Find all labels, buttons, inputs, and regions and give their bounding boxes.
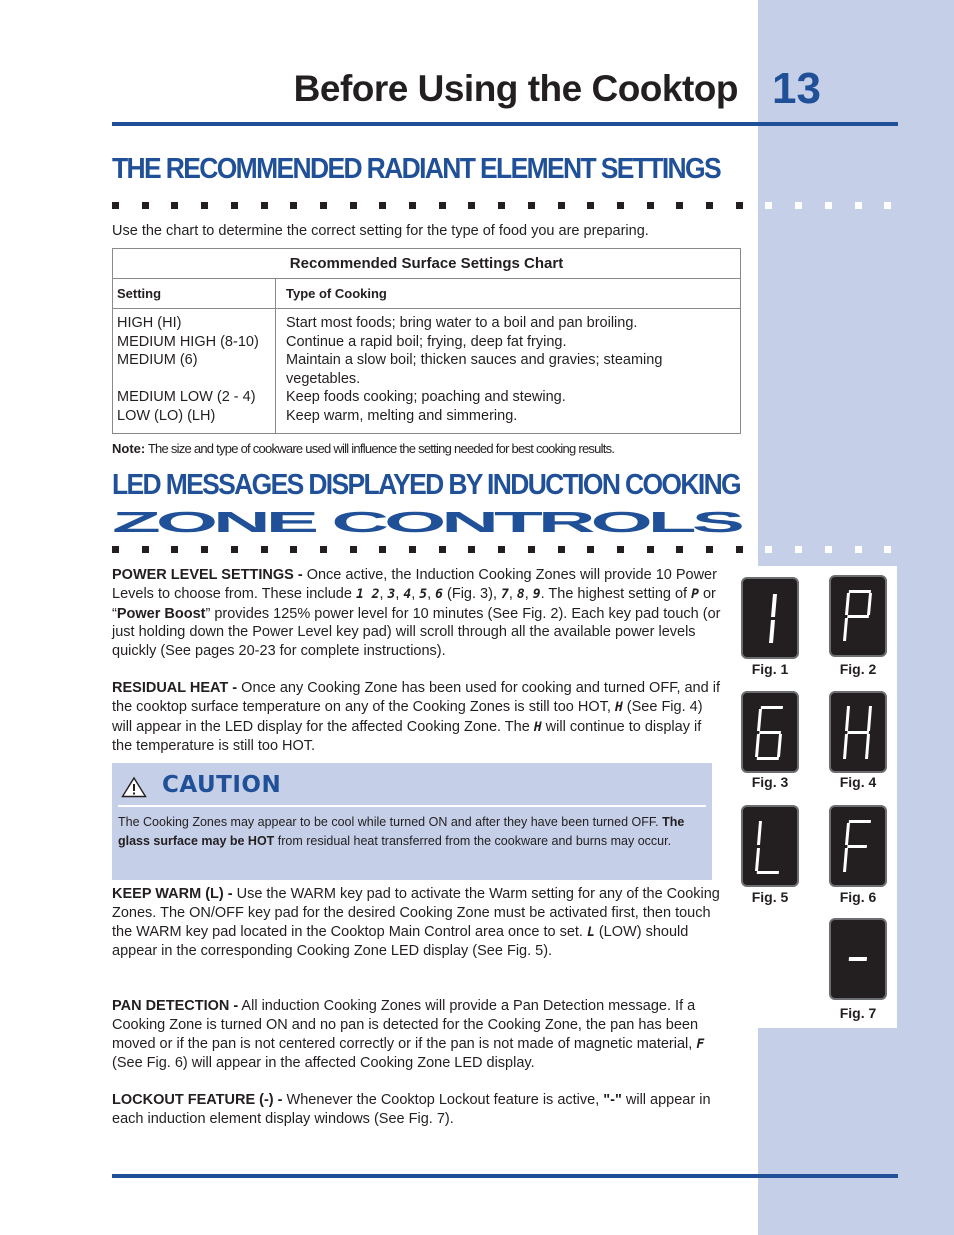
rule-dot	[142, 202, 149, 209]
residual-text-3: will continue to display if the temperature is still too HOT.	[112, 718, 702, 755]
seg-symbol: 9	[532, 586, 541, 602]
rule-dot	[379, 546, 386, 553]
rule-dot	[528, 546, 535, 553]
fig-7-display	[829, 918, 887, 1000]
residual-heat-label: RESIDUAL HEAT -	[112, 680, 238, 696]
seg-symbol: H	[533, 719, 542, 735]
section-heading-radiant: THE RECOMMENDED RADIANT ELEMENT SETTINGS	[112, 153, 720, 185]
dot-rule	[112, 546, 902, 554]
power-level-label: POWER LEVEL SETTINGS -	[112, 567, 303, 583]
lockout-text-1: Whenever the Cooktop Lockout feature is active,	[282, 1092, 604, 1108]
seg-symbol: F	[696, 1036, 705, 1052]
caution-bold: The glass surface may be HOT	[118, 815, 685, 848]
rule-dot	[350, 546, 357, 553]
chart-cell: MEDIUM LOW (2 - 4)	[117, 389, 256, 406]
chart-cell: vegetables.	[286, 370, 361, 387]
rule-dot	[587, 546, 594, 553]
rule-dot	[765, 202, 772, 209]
power-boost-label: Power Boost	[116, 605, 206, 622]
led-digit-1-icon	[743, 579, 797, 657]
power-text-5: ” provides 125% power level for 10 minutes (See Fig. 2). Each key pad touch (or just holding down the Power Level key pad) will scroll through all the available power levels quickly (See pages 20-23 for complete instructions).	[112, 605, 721, 660]
lockout-label: LOCKOUT FEATURE (-) -	[112, 1092, 283, 1108]
rule-dot	[884, 202, 891, 209]
power-text-3: . The highest setting of	[540, 585, 692, 602]
fig-6-label: Fig. 6	[839, 889, 877, 905]
chart-cell: LOW (LO) (LH)	[117, 407, 216, 424]
pan-text-1: All induction Cooking Zones will provide a Pan Detection message. If a Cooking Zone is turned ON and no pan is detected for the Cooking Zone, the pan has been moved or if the pan is not centered correctly or if the pan is not made of magnetic material,	[112, 998, 699, 1052]
warning-triangle-icon	[121, 776, 147, 798]
rule-dot	[468, 546, 475, 553]
rule-dot	[736, 546, 743, 553]
fig-5-label: Fig. 5	[751, 889, 789, 905]
seg-symbol: 8	[516, 586, 525, 602]
rule-dot	[647, 546, 654, 553]
caution-title: CAUTION	[162, 772, 282, 798]
fig-7-label: Fig. 7	[839, 1005, 877, 1021]
rule-dot	[409, 546, 416, 553]
seg-symbol: P	[691, 586, 699, 602]
rule-dot	[647, 202, 654, 209]
led-letter-p-icon	[831, 577, 885, 655]
residual-heat-paragraph	[112, 679, 722, 756]
power-text-2: (Fig. 3),	[443, 585, 502, 602]
fig-6-display	[829, 805, 887, 887]
fig-3-display	[741, 691, 799, 773]
rule-dot	[676, 202, 683, 209]
seg-symbol: 3	[387, 586, 396, 602]
col-divider	[275, 279, 276, 433]
chart-cell: Keep warm, melting and simmering.	[286, 407, 518, 424]
seg-symbol: 6	[435, 586, 443, 602]
chart-cell: Start most foods; bring water to a boil and pan broiling.	[286, 315, 638, 331]
fig-1-label: Fig. 1	[751, 661, 789, 677]
rule-dot	[617, 546, 624, 553]
rule-dot	[320, 546, 327, 553]
rule-dot	[765, 546, 772, 553]
fig-3-label: Fig. 3	[751, 774, 789, 790]
keep-warm-text-1: Use the WARM key pad to activate the Warm setting for any of the Cooking Zones. The ON/OFF key pad for the desired Cooking Zone must be activated first, then touch the WARM key pad located in the Cooktop Main Control area once to set.	[112, 886, 720, 940]
chart-intro: Use the chart to determine the correct setting for the type of food you are preparing.	[112, 223, 649, 239]
chart-cell: Keep foods cooking; poaching and stewing.	[286, 389, 566, 406]
seg-symbol: H	[614, 699, 623, 715]
pan-detection-label: PAN DETECTION -	[112, 998, 239, 1014]
rule-dot	[587, 202, 594, 209]
led-letter-h-icon	[831, 693, 885, 771]
rule-dot	[320, 202, 327, 209]
lockout-dash: "-"	[603, 1092, 622, 1108]
seg-symbol: 7	[501, 586, 509, 602]
power-text-4: or “	[112, 585, 716, 622]
rule-dot	[528, 202, 535, 209]
footer-rule	[112, 1174, 898, 1178]
rule-dot	[439, 202, 446, 209]
chart-cell: HIGH (HI)	[117, 315, 182, 331]
note-text: The size and type of cookware used will influence the setting needed for best cooking results.	[145, 441, 615, 456]
rule-dot	[112, 202, 119, 209]
residual-text-1: Once any Cooking Zone has been used for cooking and turned OFF, and if the cooktop surface temperature on any of the Cooking Zones is still too HOT,	[112, 680, 720, 715]
rule-dot	[290, 546, 297, 553]
rule-dot	[558, 202, 565, 209]
led-dash-icon	[831, 920, 885, 998]
caution-rest: from residual heat transferred from the cookware and burns may occur.	[274, 833, 672, 848]
rule-dot	[142, 546, 149, 553]
rule-dot	[231, 202, 238, 209]
chart-cell: Maintain a slow boil; thicken sauces and gravies; steaming	[286, 352, 663, 369]
rule-dot	[706, 546, 713, 553]
section-heading-led-line1: LED MESSAGES DISPLAYED BY INDUCTION COOKING	[112, 469, 740, 501]
fig-1-display	[741, 577, 799, 659]
settings-column	[117, 314, 259, 426]
seg-symbol: 4	[403, 586, 412, 602]
rule-dot	[379, 202, 386, 209]
seg-symbol: 1 2	[355, 586, 380, 602]
rule-dot	[558, 546, 565, 553]
rule-dot	[350, 202, 357, 209]
rule-dot	[290, 202, 297, 209]
keep-warm-label: KEEP WARM (L) -	[112, 886, 233, 902]
caution-divider	[118, 805, 706, 807]
caution-line-1: The Cooking Zones may appear to be cool while turned ON and after they have been turned OFF.	[118, 815, 659, 829]
pan-detection-paragraph	[112, 997, 722, 1073]
rule-dot	[112, 546, 119, 553]
chart-note	[112, 441, 614, 456]
rule-dot	[617, 202, 624, 209]
fig-5-display	[741, 805, 799, 887]
fig-2-display	[829, 575, 887, 657]
chart-cell	[117, 370, 259, 389]
rule-dot	[409, 202, 416, 209]
col-header-type: Type of Cooking	[286, 286, 387, 301]
rule-dot	[736, 202, 743, 209]
keep-warm-paragraph	[112, 885, 722, 961]
rule-dot	[795, 546, 802, 553]
note-label: Note:	[112, 441, 146, 456]
types-column	[286, 314, 662, 426]
chart-title: Recommended Surface Settings Chart	[113, 249, 740, 279]
chart-cell: MEDIUM (6)	[117, 352, 198, 369]
chart-cell: Continue a rapid boil; frying, deep fat frying.	[286, 333, 567, 350]
seg-symbol: L	[587, 924, 595, 940]
keep-warm-text-2: (LOW) should appear in the corresponding Cooking Zone LED display (See Fig. 5).	[112, 923, 689, 960]
rule-dot	[261, 202, 268, 209]
led-digit-6-icon	[743, 693, 797, 771]
rule-dot	[855, 546, 862, 553]
rule-dot	[855, 202, 862, 209]
rule-dot	[171, 202, 178, 209]
page-number: 13	[772, 64, 821, 113]
rule-dot	[171, 546, 178, 553]
rule-dot	[231, 546, 238, 553]
dot-rule	[112, 202, 902, 210]
power-text-1: Once active, the Induction Cooking Zones will provide 10 Power Levels to choose from. These include	[112, 567, 717, 602]
caution-text	[118, 813, 708, 850]
rule-dot	[261, 546, 268, 553]
rule-dot	[676, 546, 683, 553]
rule-dot	[201, 546, 208, 553]
pan-text-2: (See Fig. 6) will appear in the affected Cooking Zone LED display.	[112, 1055, 535, 1072]
chart-cell: MEDIUM HIGH (8-10)	[117, 333, 259, 350]
rule-dot	[706, 202, 713, 209]
rule-dot	[825, 546, 832, 553]
rule-dot	[201, 202, 208, 209]
fig-4-label: Fig. 4	[839, 774, 877, 790]
lockout-text-2: will appear in each induction element display windows (See Fig. 7).	[112, 1092, 711, 1127]
page-title: Before Using the Cooktop	[293, 68, 738, 109]
lockout-paragraph	[112, 1091, 722, 1129]
residual-text-2: (See Fig. 4) will appear in the LED display for the affected Cooking Zone. The	[112, 698, 703, 735]
fig-4-display	[829, 691, 887, 773]
rule-dot	[439, 546, 446, 553]
caution-box	[112, 763, 712, 880]
power-level-paragraph: POWER LEVEL SETTINGS - Once active, the Induction Cooking Zones will provide 10 Power Levels to choose from. These include 1 2, 3, 4, 5, 6 (Fig. 3), 7, 8, 9. The highest setting of P or “Power Boost” provides 125% power level for 10 minutes (See Fig. 2). Each key pad touch (or just holding down the Power Level key pad) will scroll through all the available power levels quickly (See pages 20-23 for complete instructions).	[112, 567, 721, 660]
header-rule	[112, 122, 898, 126]
header-divider	[113, 308, 740, 309]
rule-dot	[825, 202, 832, 209]
settings-chart	[112, 248, 741, 434]
rule-dot	[795, 202, 802, 209]
rule-dot	[498, 546, 505, 553]
led-letter-f-icon	[831, 807, 885, 885]
section-heading-led	[112, 466, 752, 542]
rule-dot	[884, 546, 891, 553]
fig-2-label: Fig. 2	[839, 661, 877, 677]
col-header-setting: Setting	[117, 286, 162, 301]
seg-symbol: 5	[419, 586, 428, 602]
rule-dot	[468, 202, 475, 209]
section-heading-led-line2: ZONE CONTROLS	[112, 507, 740, 539]
rule-dot	[498, 202, 505, 209]
led-letter-l-icon	[743, 807, 797, 885]
